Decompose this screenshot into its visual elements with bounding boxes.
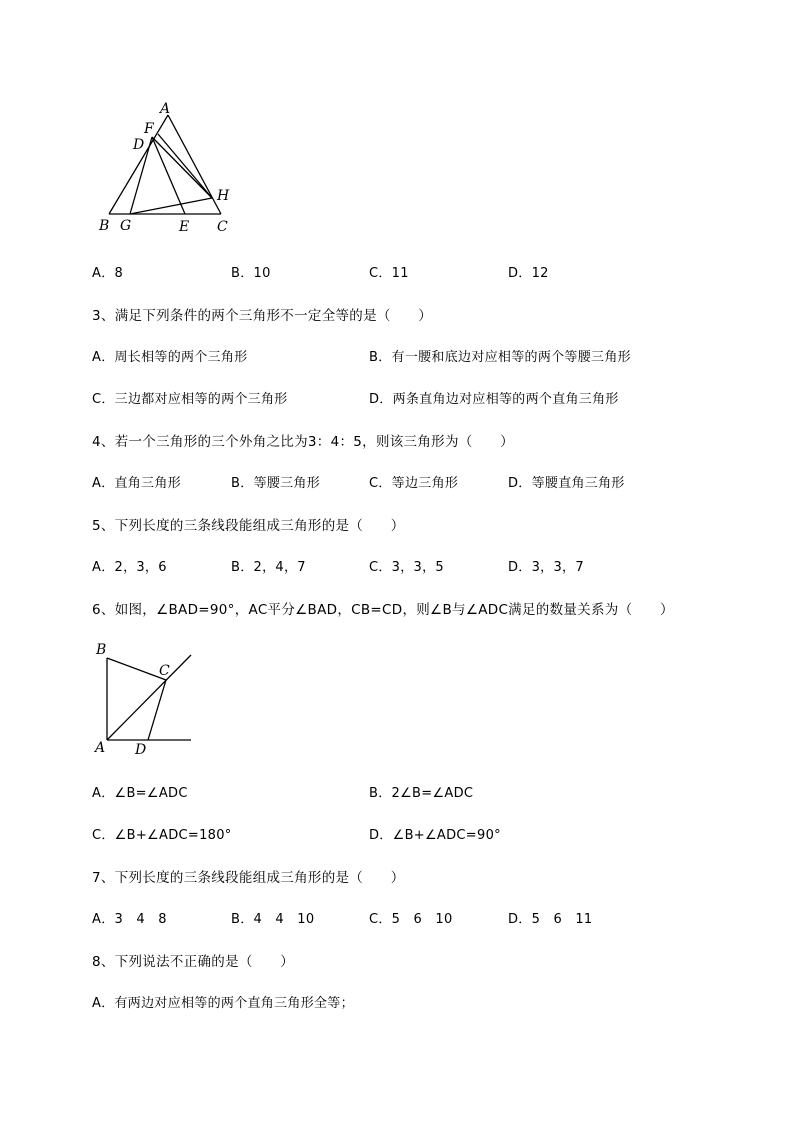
q6-option-d[interactable]: D．∠B+∠ADC=90° — [369, 828, 501, 843]
q4-stem: 4、若一个三角形的三个外角之比为3：4：5，则该三角形为（ ） — [92, 434, 514, 450]
q7-option-d[interactable]: D．5 6 11 — [508, 912, 593, 927]
q6-option-a[interactable]: A．∠B=∠ADC — [92, 786, 188, 801]
quadrilateral-figure-2 — [90, 638, 200, 763]
q2-option-c[interactable]: C．11 — [369, 266, 409, 281]
label-B: B — [99, 218, 110, 234]
q3-option-c[interactable]: C．三边都对应相等的两个三角形 — [92, 392, 288, 407]
q6-option-c[interactable]: C．∠B+∠ADC=180° — [92, 828, 232, 843]
q8-stem: 8、下列说法不正确的是（ ） — [92, 954, 295, 970]
q4-option-b[interactable]: B．等腰三角形 — [231, 476, 321, 491]
q6-stem: 6、如图，∠BAD=90°，AC平分∠BAD，CB=CD，则∠B与∠ADC满足的数量关系为（ ） — [92, 602, 674, 618]
q2-option-a[interactable]: A．8 — [92, 266, 124, 281]
q4-option-a[interactable]: A．直角三角形 — [92, 476, 181, 491]
label-G: G — [120, 218, 132, 234]
q5-option-d[interactable]: D．3，3，7 — [508, 560, 584, 575]
q7-stem: 7、下列长度的三条线段能组成三角形的是（ ） — [92, 870, 405, 886]
q4-option-d[interactable]: D．等腰直角三角形 — [508, 476, 625, 491]
q2-option-b[interactable]: B．10 — [231, 266, 271, 281]
q8-option-a[interactable]: A．有两边对应相等的两个直角三角形全等； — [92, 996, 354, 1011]
q6-option-b[interactable]: B．2∠B=∠ADC — [369, 786, 474, 801]
label-E: E — [179, 219, 190, 235]
label-C2: C — [159, 663, 170, 679]
q5-option-a[interactable]: A．2，3，6 — [92, 560, 167, 575]
label-D2: D — [135, 742, 147, 758]
label-H: H — [217, 188, 230, 204]
triangle-figure-1 — [95, 98, 245, 238]
q3-option-d[interactable]: D．两条直角边对应相等的两个直角三角形 — [369, 392, 619, 407]
q5-option-c[interactable]: C．3，3，5 — [369, 560, 444, 575]
q7-option-b[interactable]: B．4 4 10 — [231, 912, 315, 927]
label-D: D — [133, 137, 145, 153]
label-F: F — [144, 121, 154, 137]
q4-option-c[interactable]: C．等边三角形 — [369, 476, 459, 491]
label-A2: A — [95, 740, 106, 756]
q7-option-c[interactable]: C．5 6 10 — [369, 912, 453, 927]
q3-option-a[interactable]: A．周长相等的两个三角形 — [92, 350, 248, 365]
q5-stem: 5、下列长度的三条线段能组成三角形的是（ ） — [92, 518, 405, 534]
label-A: A — [160, 101, 171, 117]
q2-option-d[interactable]: D．12 — [508, 266, 549, 281]
q3-stem: 3、满足下列条件的两个三角形不一定全等的是（ ） — [92, 308, 433, 324]
label-B2: B — [96, 642, 107, 658]
q7-option-a[interactable]: A．3 4 8 — [92, 912, 167, 927]
q3-option-b[interactable]: B．有一腰和底边对应相等的两个等腰三角形 — [369, 350, 631, 365]
q5-option-b[interactable]: B．2，4，7 — [231, 560, 306, 575]
label-C: C — [217, 219, 228, 235]
